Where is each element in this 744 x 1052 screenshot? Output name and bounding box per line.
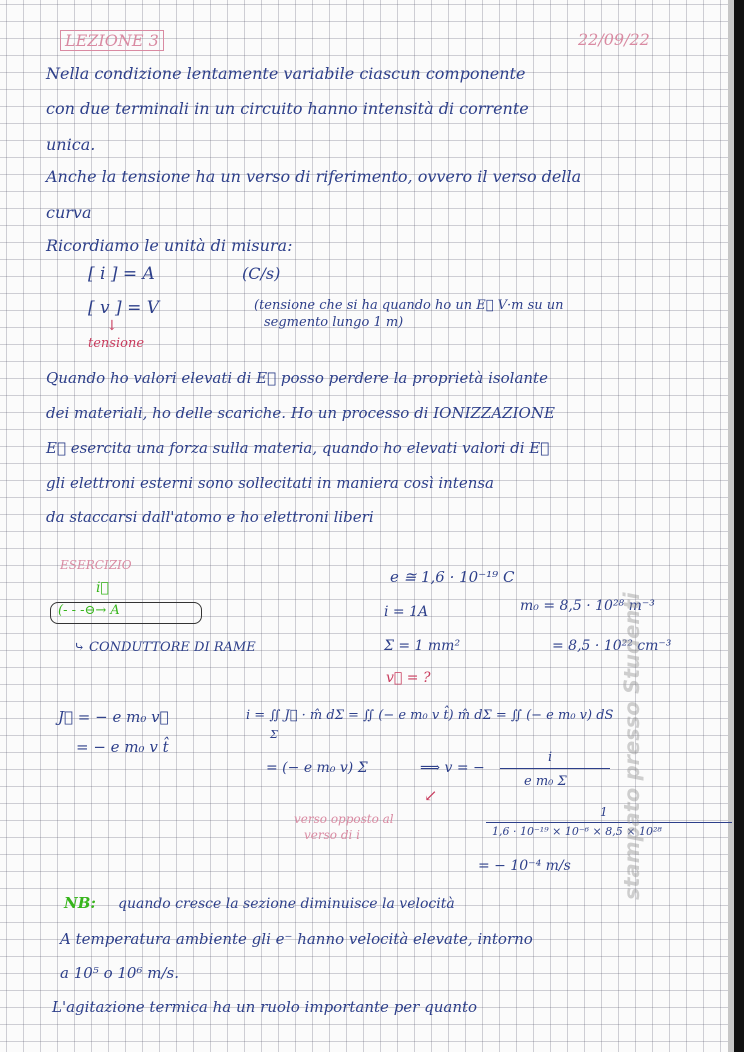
corner-arrow-icon: ⤷ bbox=[74, 640, 90, 655]
nb-text: quando cresce la sezione diminuisce la velocità bbox=[118, 896, 455, 912]
text-line: unica. bbox=[46, 135, 96, 154]
direction-note: verso di i bbox=[304, 828, 360, 842]
watermark: stampato presso Studenti bbox=[620, 592, 644, 900]
given-density: m₀ = 8,5 · 10²⁸ m⁻³ bbox=[520, 598, 655, 614]
unit-voltage-note: (tensione che si ha quando ho un E⃗ V·m su un bbox=[254, 298, 564, 313]
unit-voltage: [ v ] = V bbox=[88, 298, 160, 318]
given-section: Σ = 1 mm² bbox=[384, 638, 461, 654]
unit-current: [ i ] = A bbox=[88, 264, 155, 284]
current-integral: i = ∬ J⃗ · m̂ dΣ = ∬ (− e m₀ v t̂) m̂ dΣ = ∬ (− e m₀ v) dS bbox=[246, 708, 614, 723]
text-line: a 10⁵ o 10⁶ m/s. bbox=[60, 964, 179, 982]
given-current: i = 1A bbox=[384, 604, 429, 620]
text-line: da staccarsi dall'atomo e ho elettroni liberi bbox=[46, 508, 374, 526]
direction-note: verso opposto al bbox=[294, 812, 394, 826]
text-line: A temperatura ambiente gli e⁻ hanno velocità elevate, intorno bbox=[60, 930, 533, 948]
text-line: con due terminali in un circuito hanno intensità di corrente bbox=[46, 99, 529, 118]
wire-electron: (- - -⊖→ A bbox=[58, 603, 120, 618]
text-line: curva bbox=[46, 203, 92, 222]
unit-voltage-note: segmento lungo 1 m) bbox=[264, 315, 404, 330]
current-arrow: i⃗ bbox=[96, 580, 109, 596]
calc-numerator: 1 bbox=[600, 805, 608, 819]
text-line: Nella condizione lentamente variabile ciascun componente bbox=[46, 64, 526, 83]
given-density-cm: = 8,5 · 10²² cm⁻³ bbox=[552, 638, 672, 654]
text-line: L'agitazione termica ha un ruolo importante per quanto bbox=[52, 998, 478, 1016]
current-density-formula: = − e m₀ v t̂ bbox=[76, 738, 169, 756]
exercise-label: ESERCIZIO bbox=[60, 558, 132, 572]
text-line: Anche la tensione ha un verso di riferimento, ovvero il verso della bbox=[46, 167, 582, 186]
lesson-title: LEZIONE 3 bbox=[60, 30, 164, 51]
given-charge: e ≅ 1,6 · 10⁻¹⁹ C bbox=[390, 568, 515, 586]
current-density-formula: J⃗ = − e m₀ v⃗ bbox=[58, 708, 169, 726]
unit-current-alt: (C/s) bbox=[242, 264, 281, 283]
wire-caption-text: CONDUTTORE DI RAME bbox=[89, 640, 256, 655]
unknown-velocity: v⃗ = ? bbox=[386, 670, 431, 686]
calc-denominator: 1,6 · 10⁻¹⁹ × 10⁻⁶ × 8,5 × 10²⁸ bbox=[492, 825, 662, 838]
integral-domain: Σ bbox=[270, 728, 278, 741]
text-line: Ricordiamo le unità di misura: bbox=[46, 236, 293, 255]
nb-label: NB: bbox=[64, 894, 96, 912]
current-result: = (− e m₀ v) Σ bbox=[266, 760, 368, 776]
text-line: dei materiali, ho delle scariche. Ho un processo di IONIZZAZIONE bbox=[46, 404, 555, 422]
velocity-numerator: i bbox=[548, 750, 553, 765]
fraction-bar bbox=[486, 822, 732, 823]
text-line: gli elettroni esterni sono sollecitati in maniera così intensa bbox=[46, 474, 494, 492]
fraction-bar bbox=[500, 768, 610, 769]
velocity-formula: ⟹ v = − bbox=[420, 760, 485, 776]
tension-label: tensione bbox=[88, 336, 145, 351]
text-line: Quando ho valori elevati di E⃗ posso perdere la proprietà isolante bbox=[46, 369, 548, 387]
lesson-date: 22/09/22 bbox=[578, 30, 650, 49]
down-arrow-icon: ↓ bbox=[106, 318, 118, 334]
text-line: E⃗ esercita una forza sulla materia, quando ho elevati valori di E⃗ bbox=[46, 439, 550, 457]
velocity-result: = − 10⁻⁴ m/s bbox=[478, 858, 571, 874]
wire-caption bbox=[74, 640, 256, 655]
velocity-denominator: e m₀ Σ bbox=[524, 774, 567, 789]
curved-arrow-icon: ↙ bbox=[424, 786, 438, 805]
page-shadow bbox=[734, 0, 744, 1052]
